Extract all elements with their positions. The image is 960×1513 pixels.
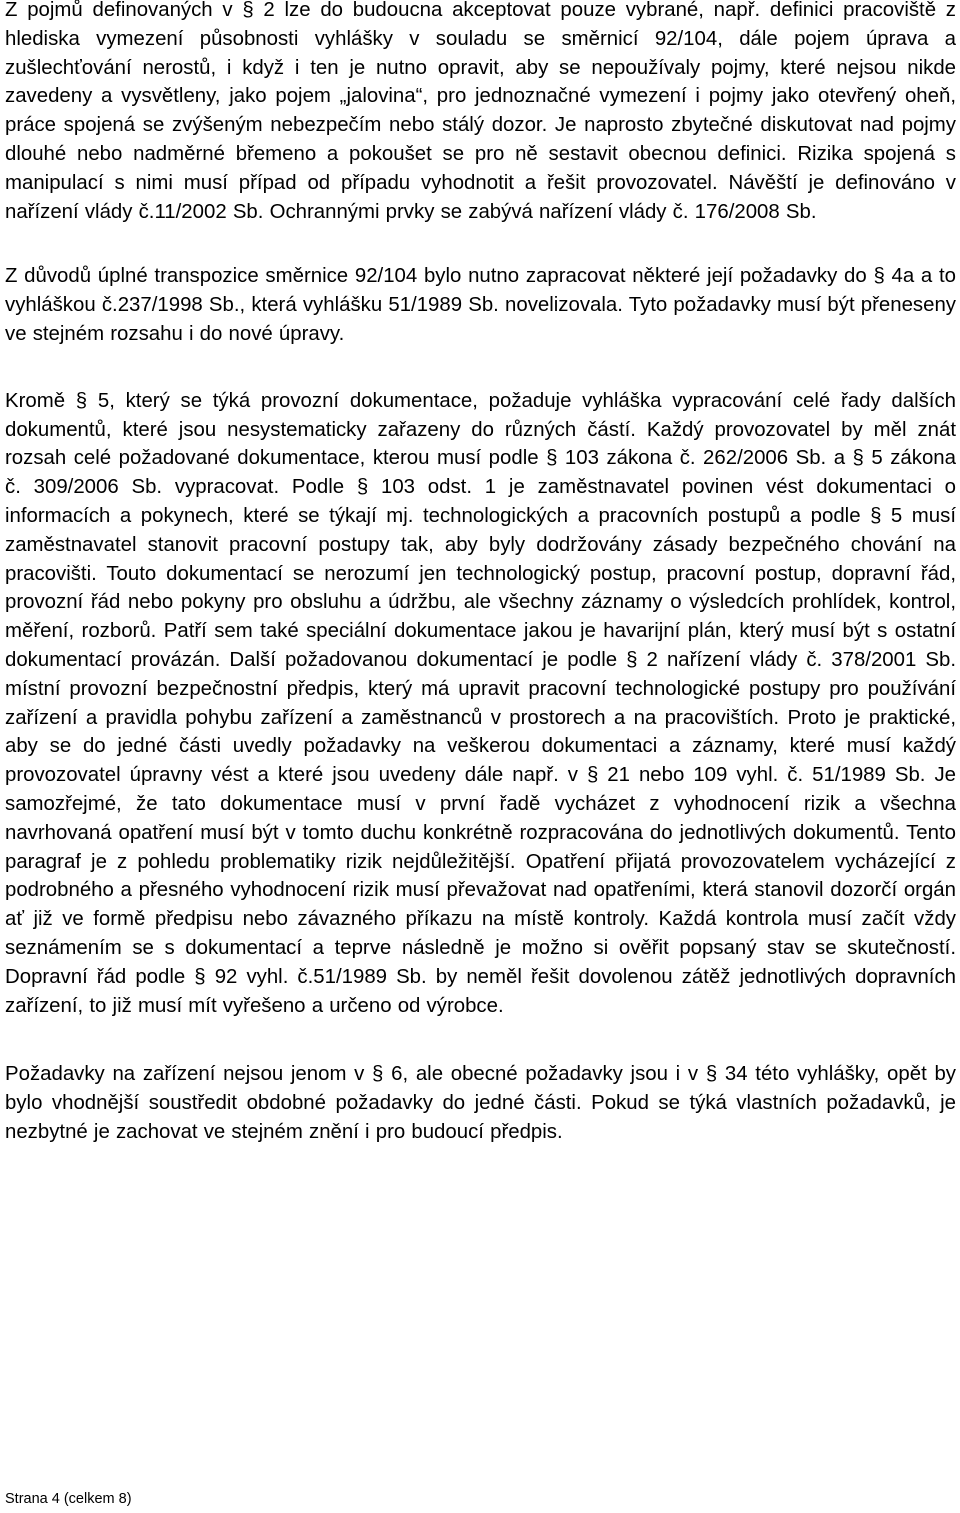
paragraph-equipment-requirements: Požadavky na zařízení nejsou jenom v § 6, ale obecné požadavky jsou i v § 34 této vyhlášky, opět by bylo vhodnější soustředit obdobné požadavky do jedné části. Pokud se týká vlastních požadavků, je nezbytné je zachovat ve stejném znění i pro budoucí předpis. xyxy=(5,1063,956,1143)
paragraph-documentation: Kromě § 5, který se týká provozní dokumentace, požaduje vyhláška vypracování celé řady dalších dokumentů, které jsou nesystematicky zařazeny do různých částí. Každý provozovatel by měl znát rozsah celé požadované dokumentace, kterou musí podle § 103 zákona č. 262/2006 Sb. a § 5 zákona č. 309/2006 Sb. vypracovat. Podle § 103 odst. 1 je zaměstnavatel povinen vést dokumentaci o informacích a pokynech, které se týkají mj. technologických a pracovních postupů a podle § 5 musí zaměstnavatel stanovit pracovní postupy tak, aby byly dodržovány zásady bezpečného chování na pracovišti. Touto dokumentací se nerozumí jen technologický postup, pracovní postup, dopravní řád, provozní řád nebo pokyny pro obsluhu a údržbu, ale všechny záznamy o výsledcích prohlídek, kontrol, měření, rozborů. Patří sem také speciální dokumentace jakou je havarijní plán, který musí být s ostatní dokumentací provázán. Další požadovanou dokumentací je podle § 2 nařízení vlády č. 378/2001 Sb. místní provozní bezpečnostní předpis, který má upravit pracovní technologické postupy pro používání zařízení a pravidla pohybu zařízení a zaměstnanců v prostorech a na pracovištích. Proto je praktické, aby se do jedné části uvedly požadavky na veškerou dokumentaci a záznamy, které musí každý provozovatel úpravny vést a které jsou uvedeny dále např. v § 21 nebo 109 vyhl. č. 51/1989 Sb. Je samozřejmé, že tato dokumentace musí v první řadě vycházet z vyhodnocení rizik a všechna navrhovaná opatření musí být v tomto duchu konkrétně rozpracována do jednotlivých dokumentů. Tento paragraf je z pohledu problematiky rizik nejdůležitější. Opatření přijatá provozovatelem vycházející z podrobného a přesného vyhodnocení rizik musí převažovat nad opatřeními, která stanovil dozorčí orgán ať již ve formě předpisu nebo závazného příkazu na místě kontroly. Každá kontrola musí začít vždy seznámením se s dokumentací a teprve následně je možno si ověřit popsaný stav se skutečností. Dopravní řád podle § 92 vyhl. č.51/1989 Sb. by neměl řešit dovolenou zátěž jednotlivých dopravních zařízení, to již musí mít vyřešeno a určeno od výrobce. xyxy=(5,389,956,1017)
paragraph-transposition: Z důvodů úplné transpozice směrnice 92/104 bylo nutno zapracovat některé její požadavky do § 4a a to vyhláškou č.237/1998 Sb., která vyhlášku 51/1989 Sb. novelizovala. Tyto požadavky musí být přeneseny ve stejném rozsahu i do nové úpravy. xyxy=(5,265,956,345)
page-number-footer: Strana 4 (celkem 8) xyxy=(5,1491,132,1507)
paragraph-definitions: Z pojmů definovaných v § 2 lze do budoucna akceptovat pouze vybrané, např. definici pracoviště z hlediska vymezení působnosti vyhlášky v souladu se směrnicí 92/104, dále pojem úprava a zušlechťování nerostů, i když i ten je nutno opravit, aby se nepoužívaly pojmy, které nejsou nikde zavedeny a vysvětleny, jako pojem „jalovina“, pro jednoznačné vymezení i pojmy jako otevřený oheň, práce spojená se zvýšeným nebezpečím nebo stálý dozor. Je naprosto zbytečné diskutovat nad pojmy dlouhé nebo nadměrné břemeno a pokoušet se pro ně sestavit obecnou definici. Rizika spojená s manipulací s nimi musí případ od případu vyhodnotit a řešit provozovatel. Návěští je definováno v nařízení vlády č.11/2002 Sb. Ochrannými prvky se zabývá nařízení vlády č. 176/2008 Sb. xyxy=(5,0,956,223)
document-page xyxy=(5,0,956,1147)
